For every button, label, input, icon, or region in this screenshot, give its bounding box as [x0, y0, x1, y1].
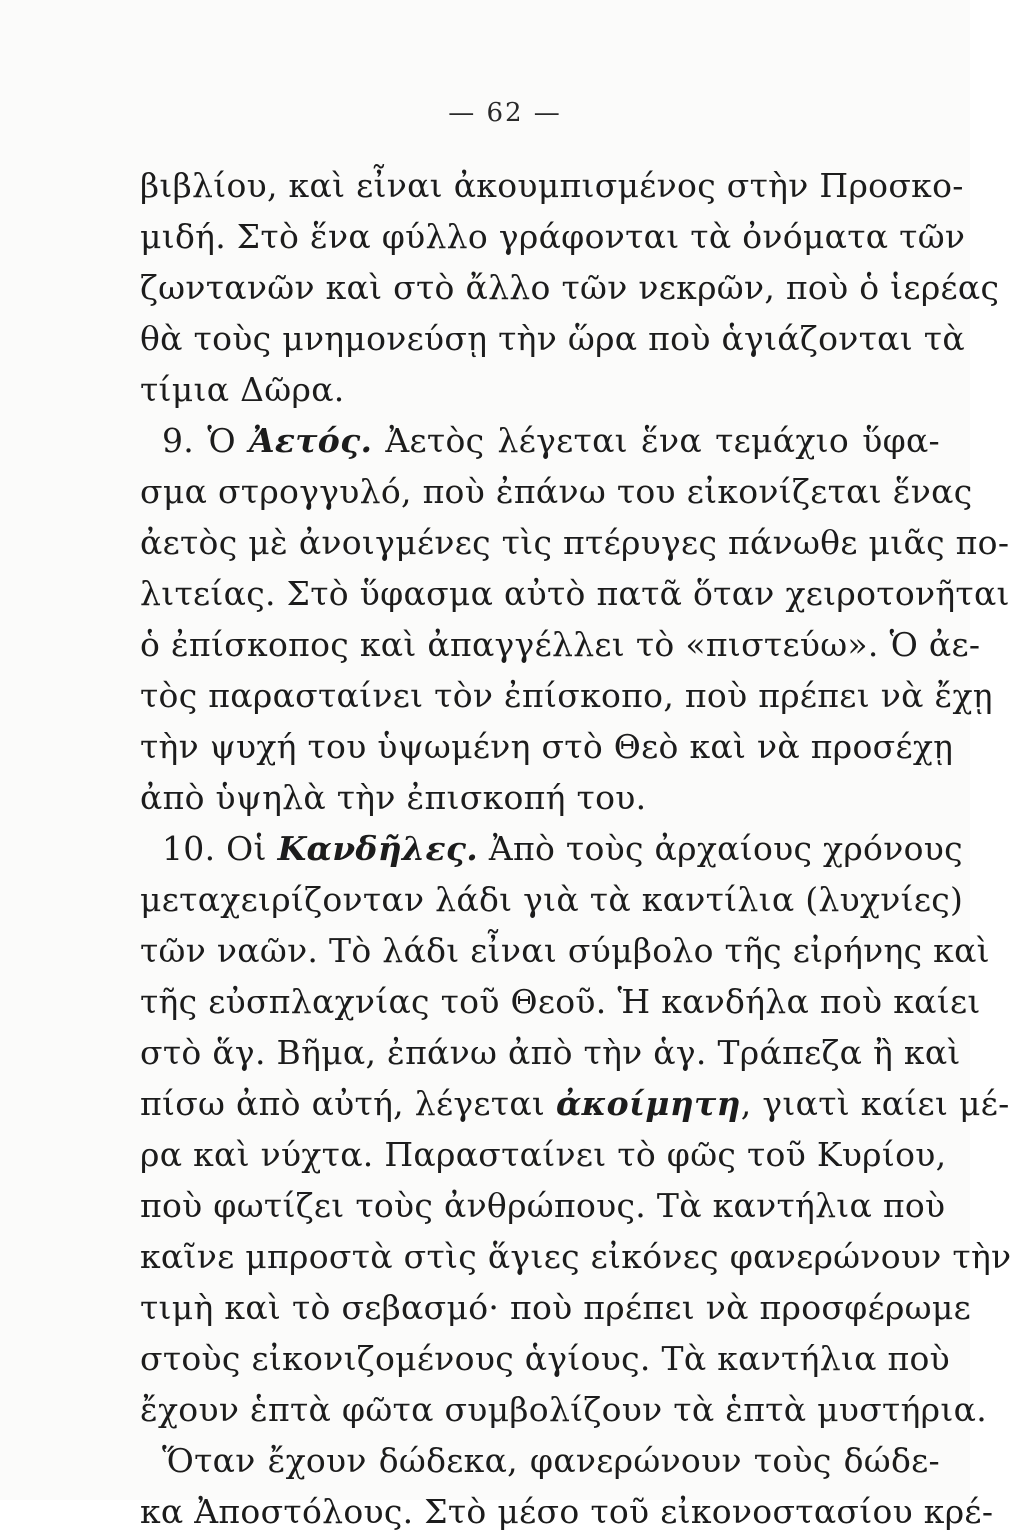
text-line: τῶν ναῶν. Τὸ λάδι εἶναι σύμβολο τῆς εἰρήνης καὶ	[140, 931, 990, 970]
text-line: λιτείας. Στὸ ὕφασμα αὐτὸ πατᾶ ὅταν χειροτονῆται	[140, 574, 1010, 613]
section-title: Ἀετός.	[248, 421, 373, 460]
text-line: βιβλίου, καὶ εἶναι ἀκουμπισμένος στὴν Προσκο-	[140, 166, 964, 205]
text-line: Ὅταν ἔχουν δώδεκα, φανερώνουν τοὺς δώδε-	[162, 1441, 940, 1480]
text-line: ἀπὸ ὑψηλὰ τὴν ἐπισκοπή του.	[140, 778, 647, 817]
text-line: θὰ τοὺς μνημονεύσῃ τὴν ὥρα ποὺ ἁγιάζονται τὰ	[140, 319, 965, 358]
text-line: στὸ ἅγ. Βῆμα, ἐπάνω ἀπὸ τὴν ἁγ. Τράπεζα ἢ καὶ	[140, 1033, 961, 1072]
body-text	[140, 160, 1011, 1537]
text-line: ὁ ἐπίσκοπος καὶ ἀπαγγέλλει τὸ «πιστεύω». Ὁ ἀε-	[140, 625, 981, 664]
section-heading-line: 9. Ὁ Ἀετός. Ἀετὸς λέγεται ἕνα τεμάχιο ὕφα-	[162, 421, 941, 460]
text-line: κα Ἀποστόλους. Στὸ μέσο τοῦ εἰκονοστασίου κρέ-	[140, 1492, 994, 1531]
text-line: μιδή. Στὸ ἕνα φύλλο γράφονται τὰ ὀνόματα τῶν	[140, 217, 966, 256]
text-line: τῆς εὐσπλαχνίας τοῦ Θεοῦ. Ἡ κανδήλα ποὺ καίει	[140, 982, 981, 1021]
text-line: τὸς παρασταίνει τὸν ἐπίσκοπο, ποὺ πρέπει νὰ ἔχῃ	[140, 676, 993, 715]
text-line: καῖνε μπροστὰ στὶς ἅγιες εἰκόνες φανερώνουν τὴν	[140, 1237, 1011, 1276]
text-line: μεταχειρίζονταν λάδι γιὰ τὰ καντίλια (λυχνίες)	[140, 880, 964, 919]
emphasized-word: ἀκοίμητη	[555, 1084, 741, 1123]
section-number: 10. Οἱ	[162, 829, 278, 868]
text-line: σμα στρογγυλό, ποὺ ἐπάνω του εἰκονίζεται ἕνας	[140, 472, 973, 511]
text-line: τίμια Δῶρα.	[140, 370, 345, 409]
text-line: ἔχουν ἑπτὰ φῶτα συμβολίζουν τὰ ἑπτὰ μυστήρια.	[140, 1390, 987, 1429]
text-line: τὴν ψυχή του ὑψωμένη στὸ Θεὸ καὶ νὰ προσέχῃ	[140, 727, 954, 766]
text-line: τιμὴ καὶ τὸ σεβασμό· ποὺ πρέπει νὰ προσφέρωμε	[140, 1288, 972, 1327]
section-heading-line: 10. Οἱ Κανδῆλες. Ἀπὸ τοὺς ἀρχαίους χρόνους	[162, 829, 963, 868]
text-line: στοὺς εἰκονιζομένους ἁγίους. Τὰ καντήλια ποὺ	[140, 1339, 951, 1378]
text-line: ποὺ φωτίζει τοὺς ἀνθρώπους. Τὰ καντήλια ποὺ	[140, 1186, 946, 1225]
text-line: πίσω ἀπὸ αὐτή, λέγεται ἀκοίμητη, γιατὶ καίει μέ-	[140, 1084, 1010, 1123]
text-line: ἀετὸς μὲ ἀνοιγμένες τὶς πτέρυγες πάνωθε μιᾶς πο-	[140, 523, 1010, 562]
section-number: 9. Ὁ	[162, 421, 249, 460]
text-line: ζωντανῶν καὶ στὸ ἄλλο τῶν νεκρῶν, ποὺ ὁ ἱερέας	[140, 268, 1000, 307]
page-number: — 62 —	[448, 98, 562, 128]
section-title: Κανδῆλες.	[277, 829, 479, 868]
text-line: ρα καὶ νύχτα. Παρασταίνει τὸ φῶς τοῦ Κυρίου,	[140, 1135, 947, 1174]
